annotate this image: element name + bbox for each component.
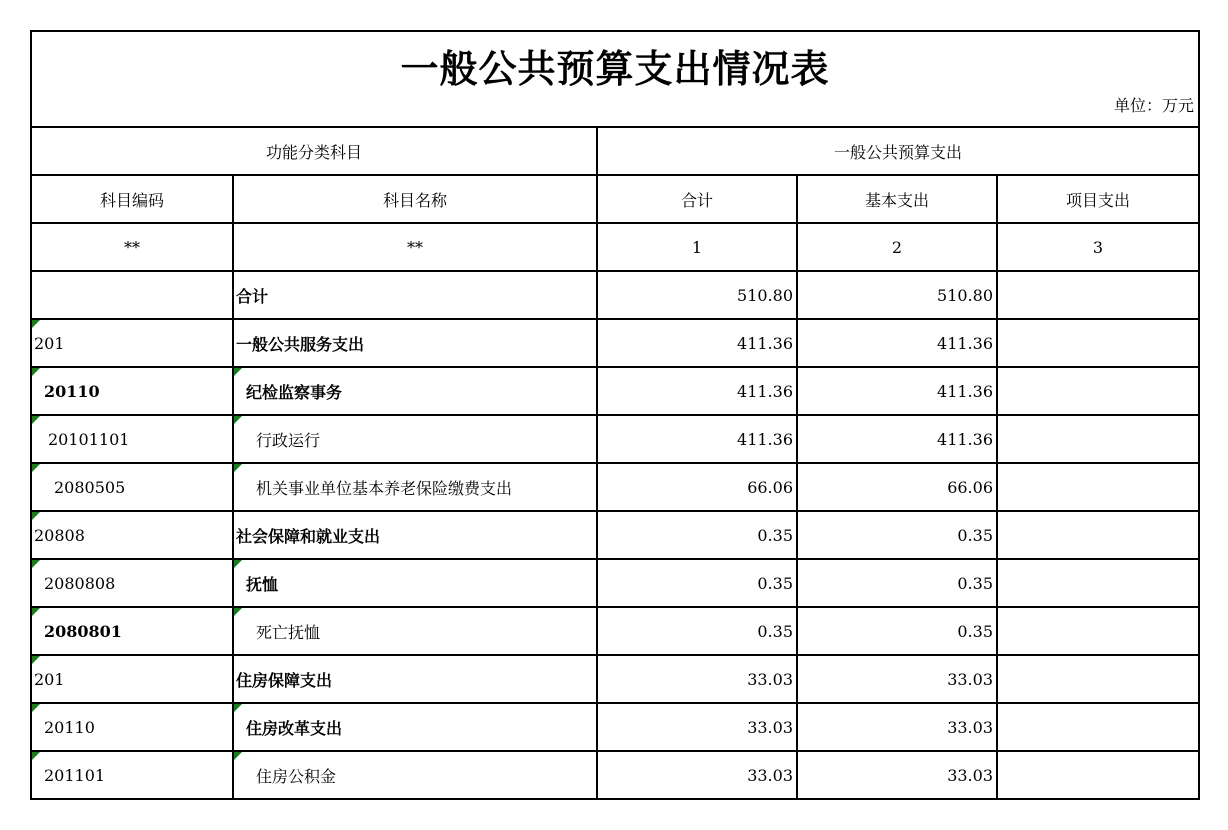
row-total: 66.06 <box>597 463 797 511</box>
row-code: 2080808 <box>31 559 233 607</box>
row-basic: 0.35 <box>797 559 997 607</box>
row-code: 2080801 <box>31 607 233 655</box>
index-name: ** <box>233 223 597 271</box>
page-title: 一般公共预算支出情况表 <box>400 46 830 91</box>
table-row <box>31 703 1199 751</box>
row-code: 201 <box>31 655 233 703</box>
row-code: 201101 <box>31 751 233 799</box>
index-basic: 2 <box>797 223 997 271</box>
row-basic: 33.03 <box>797 751 997 799</box>
row-project <box>997 319 1199 367</box>
index-code: ** <box>31 223 233 271</box>
row-code: 20101101 <box>31 415 233 463</box>
header-total: 合计 <box>597 175 797 223</box>
row-name: 住房改革支出 <box>233 703 597 751</box>
row-project <box>997 559 1199 607</box>
row-project <box>997 415 1199 463</box>
header-basic: 基本支出 <box>797 175 997 223</box>
row-name: 抚恤 <box>233 559 597 607</box>
row-basic: 0.35 <box>797 607 997 655</box>
table-row <box>31 463 1199 511</box>
header-group-function: 功能分类科目 <box>31 127 597 175</box>
table-row <box>31 751 1199 799</box>
row-basic: 411.36 <box>797 367 997 415</box>
table-row <box>31 511 1199 559</box>
row-total: 33.03 <box>597 703 797 751</box>
header-name: 科目名称 <box>233 175 597 223</box>
row-project <box>997 751 1199 799</box>
row-project <box>997 703 1199 751</box>
header-group-expenditure: 一般公共预算支出 <box>597 127 1199 175</box>
row-name: 社会保障和就业支出 <box>233 511 597 559</box>
row-basic: 33.03 <box>797 655 997 703</box>
row-project <box>997 607 1199 655</box>
row-project <box>997 271 1199 319</box>
table-row <box>31 367 1199 415</box>
row-basic: 33.03 <box>797 703 997 751</box>
row-project <box>997 463 1199 511</box>
row-total: 411.36 <box>597 367 797 415</box>
table-row <box>31 559 1199 607</box>
row-code: 2080505 <box>31 463 233 511</box>
row-total: 33.03 <box>597 655 797 703</box>
row-code: 20110 <box>31 703 233 751</box>
row-project <box>997 655 1199 703</box>
row-basic: 0.35 <box>797 511 997 559</box>
row-total: 510.80 <box>597 271 797 319</box>
row-name: 死亡抚恤 <box>233 607 597 655</box>
row-code: 20110 <box>31 367 233 415</box>
table-row <box>31 319 1199 367</box>
row-project <box>997 367 1199 415</box>
row-code: 20808 <box>31 511 233 559</box>
title-cell <box>31 31 1199 127</box>
table-row <box>31 271 1199 319</box>
row-name: 行政运行 <box>233 415 597 463</box>
index-total: 1 <box>597 223 797 271</box>
table-row <box>31 655 1199 703</box>
row-name: 机关事业单位基本养老保险缴费支出 <box>233 463 597 511</box>
unit-label: 单位：万元 <box>1113 96 1194 115</box>
row-name: 一般公共服务支出 <box>233 319 597 367</box>
row-total: 0.35 <box>597 607 797 655</box>
row-basic: 66.06 <box>797 463 997 511</box>
row-name: 合计 <box>233 271 597 319</box>
row-name: 住房公积金 <box>233 751 597 799</box>
table-row <box>31 607 1199 655</box>
row-basic: 510.80 <box>797 271 997 319</box>
row-basic: 411.36 <box>797 319 997 367</box>
row-total: 0.35 <box>597 511 797 559</box>
budget-table <box>30 30 1200 800</box>
row-code: 201 <box>31 319 233 367</box>
row-total: 411.36 <box>597 415 797 463</box>
table-row <box>31 415 1199 463</box>
row-total: 33.03 <box>597 751 797 799</box>
row-total: 0.35 <box>597 559 797 607</box>
header-project: 项目支出 <box>997 175 1199 223</box>
header-code: 科目编码 <box>31 175 233 223</box>
row-basic: 411.36 <box>797 415 997 463</box>
index-project: 3 <box>997 223 1199 271</box>
row-code <box>31 271 233 319</box>
row-project <box>997 511 1199 559</box>
row-name: 纪检监察事务 <box>233 367 597 415</box>
row-total: 411.36 <box>597 319 797 367</box>
row-name: 住房保障支出 <box>233 655 597 703</box>
